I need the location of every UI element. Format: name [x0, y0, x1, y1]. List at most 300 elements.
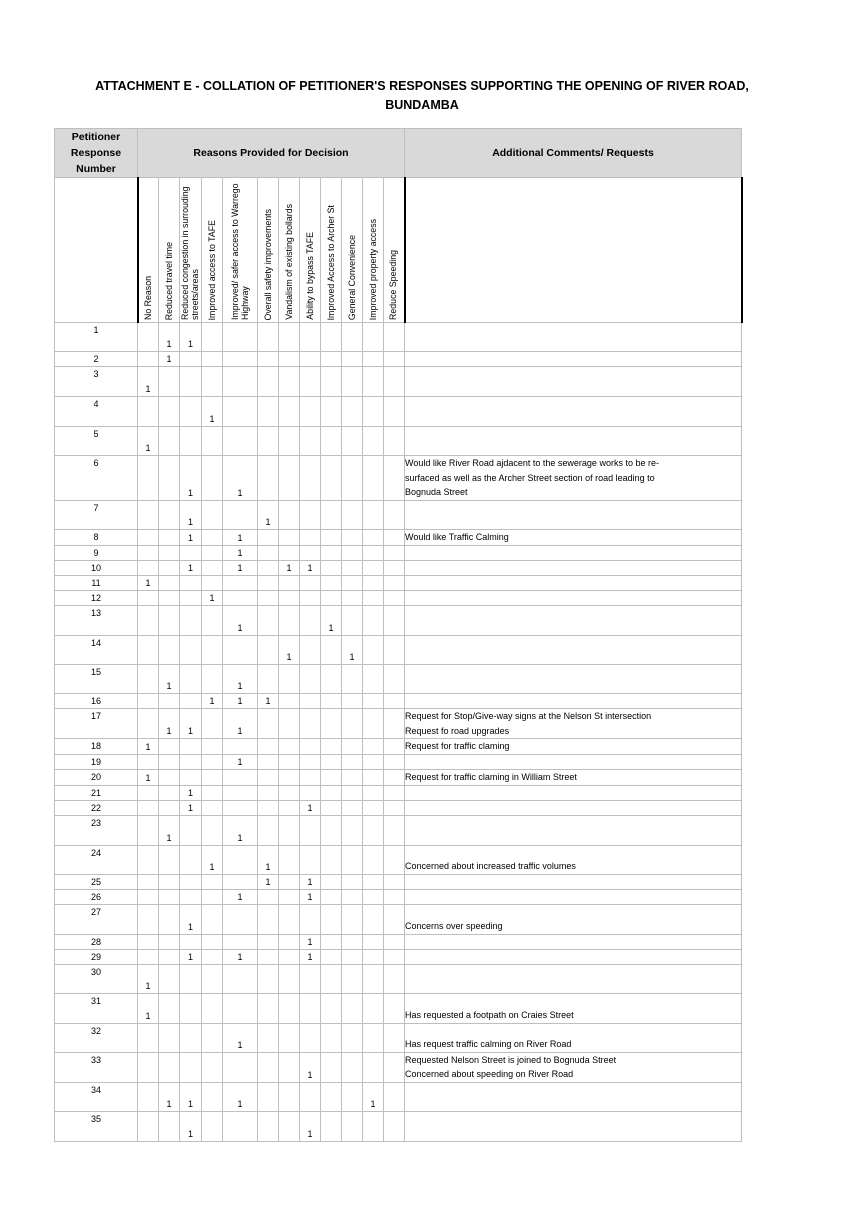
reason-cell [159, 1052, 180, 1082]
reason-cell [384, 754, 405, 769]
reason-cell [180, 739, 202, 755]
reason-cell [279, 427, 300, 456]
reason-cell [159, 934, 180, 949]
reason-cell [321, 1112, 342, 1142]
reason-cell [258, 739, 279, 755]
reason-cell [342, 456, 363, 501]
reason-cell [223, 590, 258, 605]
reason-cell [279, 397, 300, 427]
reason-cell [300, 815, 321, 845]
reason-cell [180, 635, 202, 664]
reason-label: Reduced congestion in surrouding streets/areas [180, 186, 200, 320]
reason-cell [180, 1052, 202, 1082]
reason-cell [223, 501, 258, 530]
reason-cell [321, 635, 342, 664]
reason-cell: 1 [180, 501, 202, 530]
reason-cell [138, 560, 159, 575]
response-number: 5 [55, 427, 138, 456]
reason-cell [300, 754, 321, 769]
reason-cell [321, 993, 342, 1023]
comment-cell [405, 352, 742, 367]
reason-cell [202, 352, 223, 367]
reason-cell [159, 949, 180, 964]
reason-cell [384, 367, 405, 397]
reason-header-bypass-tafe [300, 178, 321, 323]
reason-cell [159, 693, 180, 708]
reason-cell [202, 1023, 223, 1052]
table-row [55, 964, 742, 993]
comments-header-spacer [405, 178, 742, 323]
reason-cell [321, 815, 342, 845]
reason-cell [138, 1023, 159, 1052]
comment-cell [405, 397, 742, 427]
reason-cell [279, 530, 300, 546]
reason-cell [202, 456, 223, 501]
comment-cell [405, 545, 742, 560]
comment-cell: Request for traffic claming [405, 739, 742, 755]
reason-cell: 1 [300, 560, 321, 575]
response-number: 26 [55, 889, 138, 904]
reason-header-general-convenience [342, 178, 363, 323]
reason-header-access-archer-st [321, 178, 342, 323]
reason-label: Improved property access [367, 218, 378, 320]
reason-cell [223, 367, 258, 397]
table-row [55, 739, 742, 755]
reason-cell [321, 560, 342, 575]
table-row [55, 904, 742, 934]
reason-cell [342, 815, 363, 845]
reason-cell: 1 [180, 560, 202, 575]
reason-cell [258, 560, 279, 575]
table-row [55, 575, 742, 590]
comment-cell [405, 754, 742, 769]
reason-cell [300, 1023, 321, 1052]
reason-cell [300, 605, 321, 635]
reason-cell [180, 845, 202, 874]
reason-cell: 1 [159, 1083, 180, 1112]
reason-cell [363, 1112, 384, 1142]
reason-cell [384, 815, 405, 845]
reason-cell: 1 [180, 323, 202, 352]
reason-cell [159, 545, 180, 560]
reason-cell [342, 575, 363, 590]
reason-cell [279, 664, 300, 693]
reason-cell [342, 545, 363, 560]
reason-cell [180, 754, 202, 769]
reason-cell [279, 949, 300, 964]
reason-cell [138, 815, 159, 845]
reason-cell: 1 [223, 605, 258, 635]
reason-cell [159, 769, 180, 785]
table-row [55, 949, 742, 964]
reason-cell [223, 397, 258, 427]
reason-cell [300, 664, 321, 693]
reason-cell [138, 590, 159, 605]
reason-cell [202, 934, 223, 949]
reason-cell [258, 708, 279, 738]
reason-cell [342, 785, 363, 800]
reason-cell [258, 664, 279, 693]
reason-cell [223, 323, 258, 352]
reason-cell [363, 427, 384, 456]
reason-label: Improved access to TAFE [206, 219, 217, 320]
reason-cell [258, 427, 279, 456]
reason-cell [258, 993, 279, 1023]
table-row [55, 993, 742, 1023]
reason-cell: 1 [159, 323, 180, 352]
reason-cell: 1 [180, 530, 202, 546]
reason-cell [321, 739, 342, 755]
reason-cell [138, 949, 159, 964]
reason-cell [321, 934, 342, 949]
reason-cell [342, 993, 363, 1023]
comment-cell [405, 934, 742, 949]
reason-cell [321, 575, 342, 590]
reason-cell [363, 501, 384, 530]
table-row [55, 693, 742, 708]
reason-cell: 1 [159, 815, 180, 845]
response-number: 7 [55, 501, 138, 530]
response-number: 6 [55, 456, 138, 501]
reason-cell: 1 [300, 874, 321, 889]
comment-cell [405, 889, 742, 904]
reason-cell [258, 785, 279, 800]
response-number: 16 [55, 693, 138, 708]
reason-cell [223, 993, 258, 1023]
response-number: 31 [55, 993, 138, 1023]
reason-cell [321, 323, 342, 352]
table-row [55, 815, 742, 845]
reason-cell: 1 [300, 800, 321, 815]
response-number: 34 [55, 1083, 138, 1112]
reason-cell [279, 1112, 300, 1142]
response-number: 20 [55, 769, 138, 785]
reason-cell [342, 904, 363, 934]
table-row [55, 323, 742, 352]
reason-cell [258, 1052, 279, 1082]
reason-cell [321, 1052, 342, 1082]
reason-cell [279, 693, 300, 708]
response-number: 13 [55, 605, 138, 635]
reason-cell [180, 575, 202, 590]
reason-cell [300, 590, 321, 605]
table-row [55, 1112, 742, 1142]
reason-cell [279, 904, 300, 934]
reason-cell: 1 [138, 769, 159, 785]
reason-cell: 1 [138, 367, 159, 397]
response-number: 1 [55, 323, 138, 352]
reason-cell [223, 739, 258, 755]
reason-cell [279, 993, 300, 1023]
reason-cell [180, 605, 202, 635]
reason-cell [342, 754, 363, 769]
reason-cell [202, 769, 223, 785]
reason-cell [202, 964, 223, 993]
reason-cell [321, 530, 342, 546]
reason-cell [159, 964, 180, 993]
reason-cell [342, 590, 363, 605]
reason-cell [180, 397, 202, 427]
response-number: 4 [55, 397, 138, 427]
reason-cell [342, 367, 363, 397]
reason-cell [258, 397, 279, 427]
comment-cell: Request for traffic claming in William Street [405, 769, 742, 785]
reason-cell [159, 635, 180, 664]
reason-cell [321, 427, 342, 456]
reason-cell [138, 323, 159, 352]
response-number: 24 [55, 845, 138, 874]
reason-cell [363, 397, 384, 427]
reason-cell [279, 1083, 300, 1112]
document-title: ATTACHMENT E - COLLATION OF PETITIONER'S RESPONSES SUPPORTING THE OPENING OF RIVER ROAD, BUNDAMBA [95, 79, 749, 112]
reason-cell [321, 501, 342, 530]
reason-cell [138, 1112, 159, 1142]
comment-cell [405, 635, 742, 664]
reason-cell [321, 545, 342, 560]
table-row [55, 560, 742, 575]
reason-cell [138, 874, 159, 889]
reason-cell: 1 [300, 934, 321, 949]
reason-cell [258, 367, 279, 397]
reason-cell [363, 815, 384, 845]
comment-cell [405, 590, 742, 605]
reason-cell [342, 352, 363, 367]
reason-cell [342, 1052, 363, 1082]
reason-cell [384, 845, 405, 874]
reason-label: Improved Access to Archer St [325, 204, 336, 320]
reason-cell [223, 635, 258, 664]
reason-cell: 1 [300, 1052, 321, 1082]
table-row [55, 635, 742, 664]
reason-cell [258, 815, 279, 845]
table-row [55, 889, 742, 904]
reason-cell [202, 635, 223, 664]
comments-header: Additional Comments/ Requests [405, 129, 742, 178]
comment-cell [405, 964, 742, 993]
response-number: 17 [55, 708, 138, 738]
reason-cell [223, 874, 258, 889]
reason-cell [321, 754, 342, 769]
reason-cell [321, 845, 342, 874]
reason-header-safer-access-warrego [223, 178, 258, 323]
reason-cell: 1 [223, 1083, 258, 1112]
table-row [55, 352, 742, 367]
table-row [55, 785, 742, 800]
reason-cell [159, 785, 180, 800]
reason-cell [363, 560, 384, 575]
reason-cell: 1 [258, 501, 279, 530]
comment-cell [405, 501, 742, 530]
reason-label: Improved/ safer access to Warrego Highway [229, 183, 250, 320]
reason-cell [202, 889, 223, 904]
reason-cell [342, 1112, 363, 1142]
reason-label: Reduced travel time [163, 241, 174, 320]
reason-cell [138, 1083, 159, 1112]
reason-cell [363, 605, 384, 635]
reason-cell [279, 323, 300, 352]
reason-cell [321, 693, 342, 708]
reason-cell [384, 874, 405, 889]
reason-cell [363, 635, 384, 664]
response-number: 8 [55, 530, 138, 546]
reason-cell [363, 754, 384, 769]
comment-cell: Concerned about increased traffic volumes [405, 845, 742, 874]
reason-cell [300, 964, 321, 993]
reason-cell [159, 739, 180, 755]
reason-cell [159, 904, 180, 934]
reason-cell [258, 635, 279, 664]
reason-cell [300, 530, 321, 546]
reason-cell [363, 590, 384, 605]
reason-label: Reduce Speeding [388, 250, 399, 320]
reason-cell [279, 590, 300, 605]
reason-cell [202, 815, 223, 845]
reason-cell [384, 800, 405, 815]
reason-cell [202, 785, 223, 800]
table-row [55, 456, 742, 501]
reason-cell [180, 352, 202, 367]
reason-cell [321, 1023, 342, 1052]
reason-cell [180, 590, 202, 605]
response-number: 12 [55, 590, 138, 605]
reason-cell: 1 [180, 949, 202, 964]
reason-cell [279, 934, 300, 949]
reason-cell [384, 769, 405, 785]
reason-cell [258, 1083, 279, 1112]
reason-cell [384, 427, 405, 456]
reason-cell [342, 845, 363, 874]
reason-cell [363, 874, 384, 889]
reason-cell [159, 889, 180, 904]
reason-cell [202, 560, 223, 575]
reason-cell [258, 754, 279, 769]
reason-label: No Reason [142, 275, 153, 320]
reason-cell [258, 323, 279, 352]
reason-cell [300, 545, 321, 560]
comment-cell [405, 1083, 742, 1112]
reason-cell: 1 [138, 427, 159, 456]
reason-cell: 1 [223, 693, 258, 708]
reason-cell: 1 [202, 397, 223, 427]
reason-cell: 1 [279, 635, 300, 664]
reason-header-no-reason [138, 178, 159, 323]
reason-cell [384, 501, 405, 530]
comment-cell: Concerns over speeding [405, 904, 742, 934]
reason-cell [279, 575, 300, 590]
reason-cell [180, 964, 202, 993]
table-row [55, 769, 742, 785]
reason-cell: 1 [202, 845, 223, 874]
reason-cell [384, 605, 405, 635]
reason-cell [159, 501, 180, 530]
comment-cell [405, 575, 742, 590]
comment-cell [405, 605, 742, 635]
reason-cell [321, 664, 342, 693]
reason-cell [384, 352, 405, 367]
reason-cell: 1 [321, 605, 342, 635]
reason-label: General Convenience [346, 234, 357, 320]
reason-cell [342, 964, 363, 993]
comment-cell: Request for Stop/Give-way signs at the Nelson St intersection Request fo road upgrades [405, 708, 742, 738]
reason-cell: 1 [258, 693, 279, 708]
table-row [55, 545, 742, 560]
reason-cell: 1 [342, 635, 363, 664]
reason-header-overall-safety [258, 178, 279, 323]
reason-cell [342, 605, 363, 635]
comment-cell [405, 323, 742, 352]
reason-cell [342, 708, 363, 738]
response-number: 28 [55, 934, 138, 949]
reason-cell [258, 800, 279, 815]
table-row [55, 874, 742, 889]
reason-cell [300, 739, 321, 755]
reason-cell [202, 904, 223, 934]
reason-header-vandalism-bollards [279, 178, 300, 323]
reason-cell [138, 397, 159, 427]
reason-cell [202, 367, 223, 397]
reason-cell [300, 785, 321, 800]
table-row [55, 934, 742, 949]
table-row [55, 397, 742, 427]
reason-cell: 1 [180, 800, 202, 815]
reason-cell [384, 575, 405, 590]
reason-cell [321, 904, 342, 934]
reason-cell [363, 323, 384, 352]
reason-cell: 1 [223, 708, 258, 738]
reason-cell: 1 [223, 664, 258, 693]
reason-cell: 1 [159, 708, 180, 738]
table-row [55, 754, 742, 769]
reason-cell: 1 [202, 693, 223, 708]
reason-cell [279, 769, 300, 785]
reason-cell [138, 800, 159, 815]
reason-cell [223, 964, 258, 993]
reason-cell [202, 605, 223, 635]
reason-cell: 1 [180, 1083, 202, 1112]
reason-cell [384, 785, 405, 800]
reason-cell [363, 889, 384, 904]
reason-cell: 1 [300, 889, 321, 904]
reason-cell [300, 427, 321, 456]
response-number: 32 [55, 1023, 138, 1052]
response-number: 22 [55, 800, 138, 815]
reason-cell [384, 664, 405, 693]
reason-cell [384, 635, 405, 664]
reason-cell [384, 397, 405, 427]
reason-cell [363, 664, 384, 693]
reason-cell [159, 1112, 180, 1142]
reason-cell [258, 352, 279, 367]
reason-cell: 1 [138, 964, 159, 993]
reason-cell [159, 427, 180, 456]
reason-cell [202, 575, 223, 590]
reason-cell: 1 [258, 874, 279, 889]
reason-cell [300, 993, 321, 1023]
reason-cell [202, 874, 223, 889]
reason-cell [258, 590, 279, 605]
reason-cell [258, 769, 279, 785]
reason-cell [258, 1023, 279, 1052]
reason-cell: 1 [363, 1083, 384, 1112]
reason-cell [384, 1083, 405, 1112]
response-number: 19 [55, 754, 138, 769]
reason-cell [384, 1052, 405, 1082]
reason-cell [138, 1052, 159, 1082]
reason-cell [363, 575, 384, 590]
reason-header-improved-access-tafe [202, 178, 223, 323]
reason-cell [300, 1083, 321, 1112]
reason-cell [363, 949, 384, 964]
